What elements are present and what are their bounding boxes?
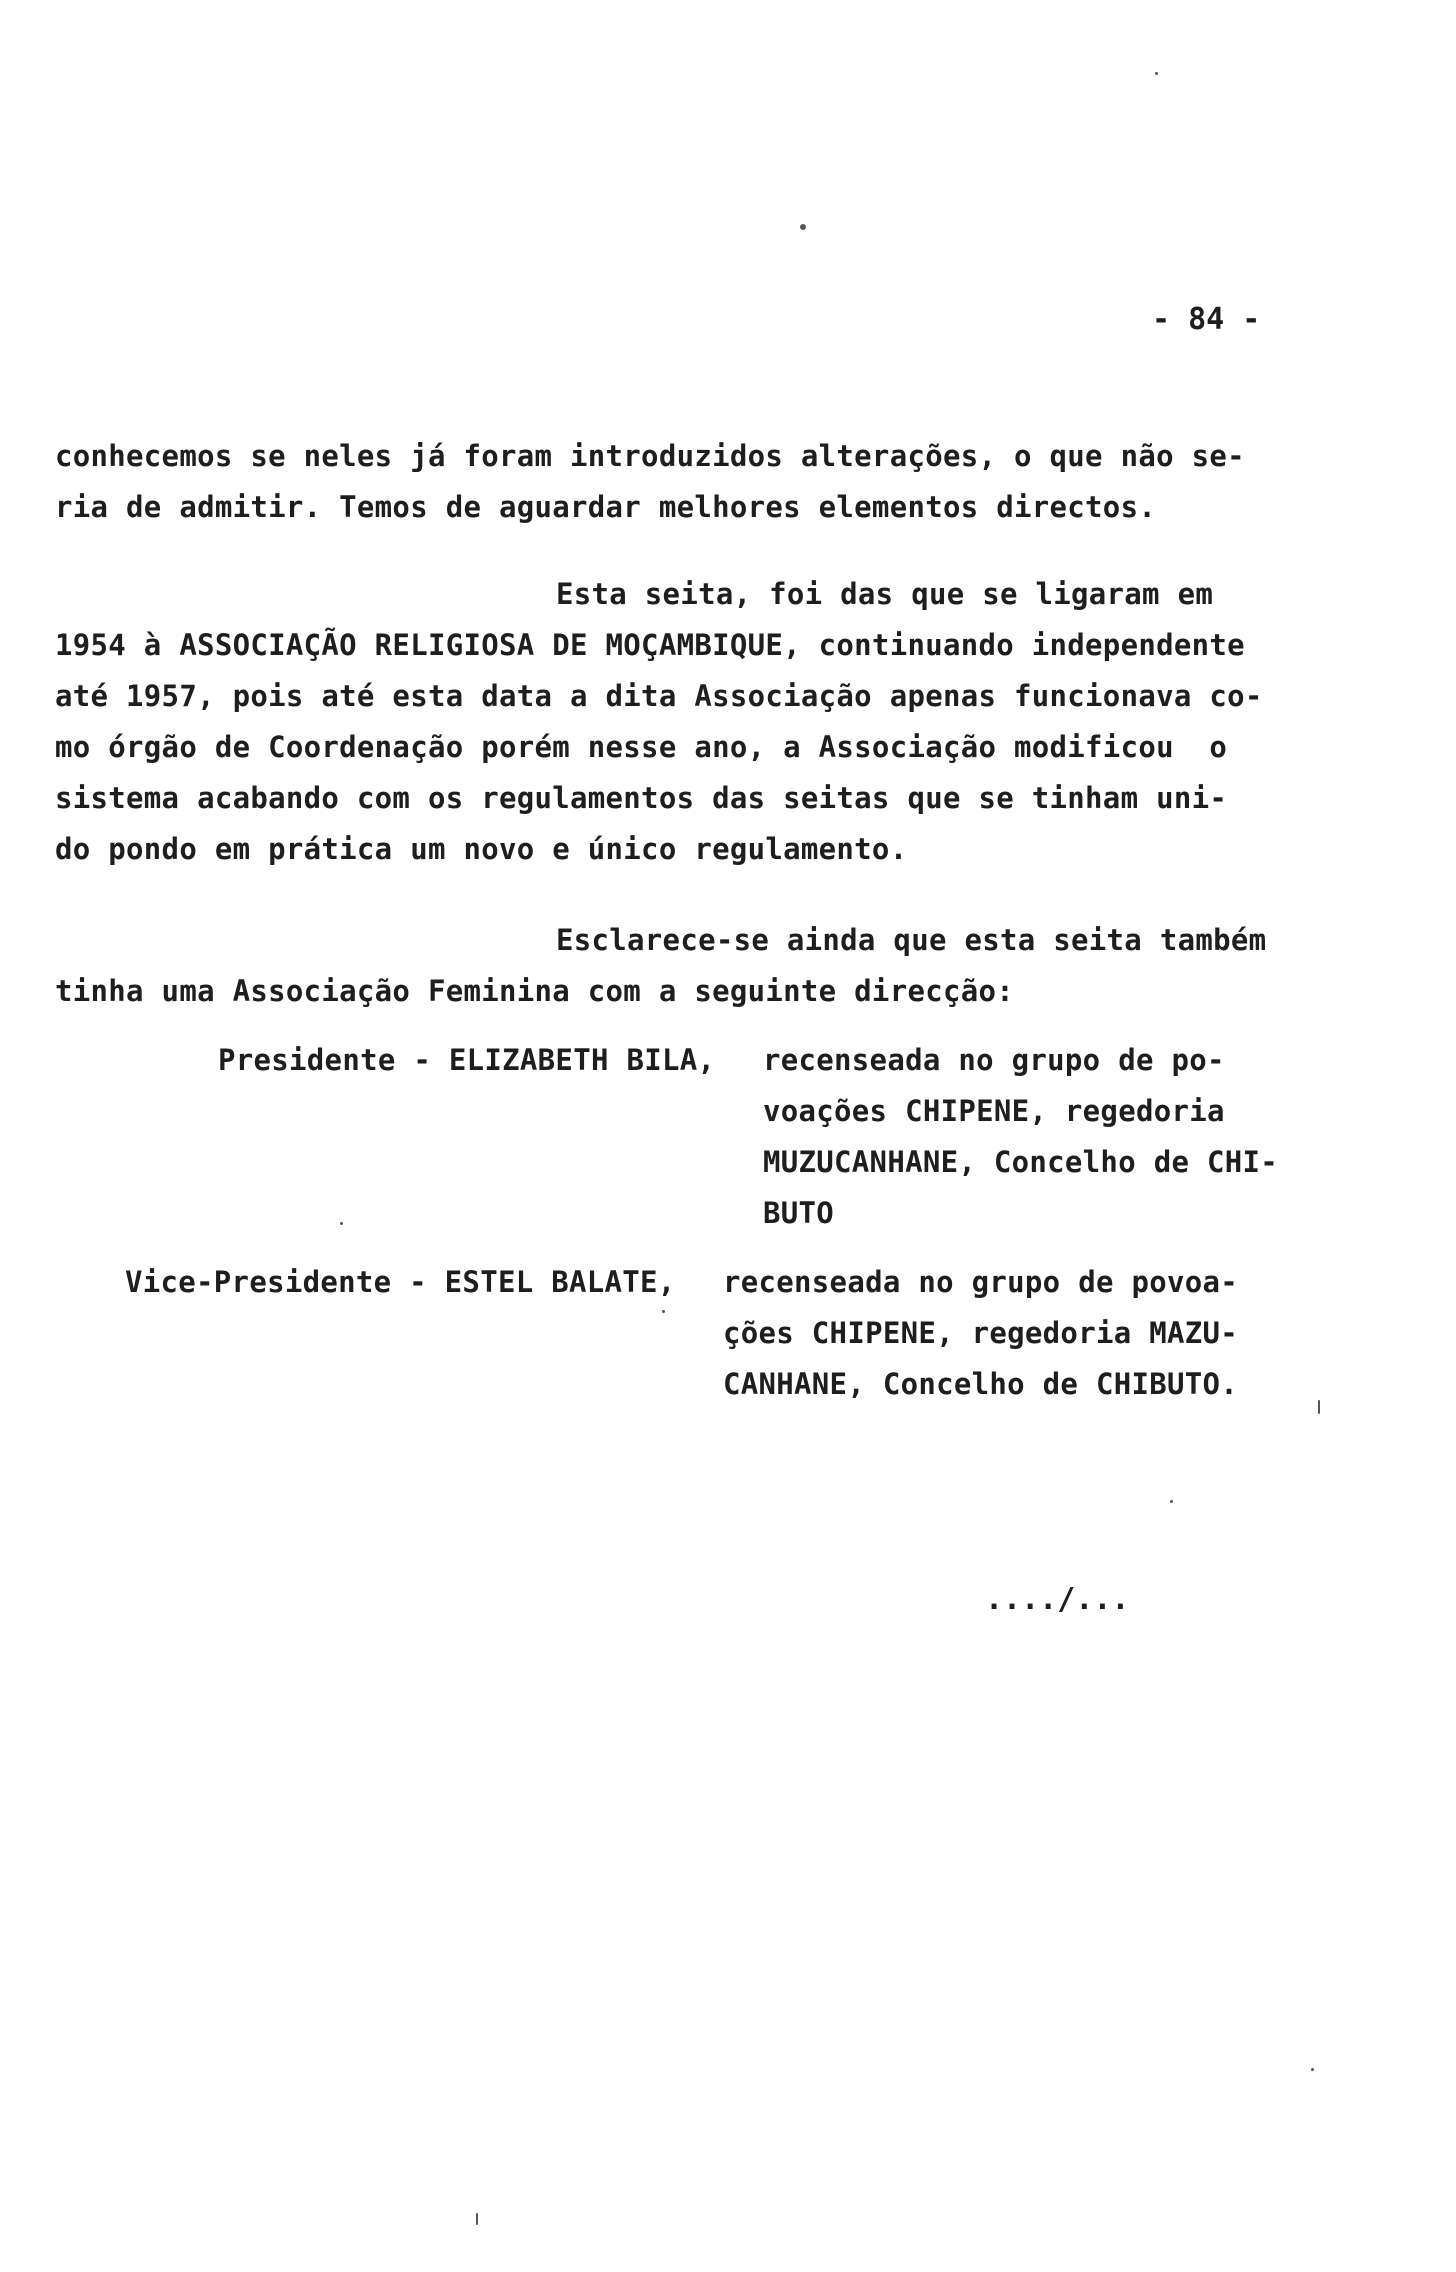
- scan-speck: [662, 1310, 665, 1313]
- page-number: - 84 -: [1152, 302, 1261, 337]
- scan-speck: [1170, 1500, 1173, 1503]
- vice-president-detail: ções CHIPENE, regedoria MAZU-: [723, 1316, 1239, 1350]
- scan-speck: [340, 1222, 343, 1225]
- vice-president-detail: recenseada no grupo de povoa-: [723, 1265, 1239, 1299]
- scan-speck: [1311, 2068, 1314, 2071]
- paragraph-line: conhecemos se neles já foram introduzidos alterações, o que não se-: [55, 439, 1245, 473]
- paragraph-line: Esclarece-se ainda que esta seita também: [556, 923, 1267, 957]
- vice-president-detail: CANHANE, Concelho de CHIBUTO.: [723, 1367, 1239, 1401]
- continuation-marker: ..../...: [985, 1582, 1130, 1617]
- scan-speck: [800, 224, 806, 230]
- scan-speck: [1155, 72, 1158, 75]
- paragraph-line: tinha uma Associação Feminina com a seguinte direcção:: [55, 974, 1015, 1008]
- president-detail: MUZUCANHANE, Concelho de CHI-: [763, 1145, 1279, 1179]
- paragraph-line: Esta seita, foi das que se ligaram em: [556, 577, 1214, 611]
- scan-speck: [1318, 1400, 1320, 1414]
- paragraph-line: 1954 à ASSOCIAÇÃO RELIGIOSA DE MOÇAMBIQUE, continuando independente: [55, 628, 1245, 662]
- paragraph-line: até 1957, pois até esta data a dita Associação apenas funcionava co-: [55, 679, 1263, 713]
- president-detail: recenseada no grupo de po-: [763, 1043, 1225, 1077]
- vice-president-role: Vice-Presidente - ESTEL BALATE,: [125, 1265, 676, 1299]
- paragraph-line: ria de admitir. Temos de aguardar melhores elementos directos.: [55, 490, 1157, 524]
- paragraph-line: mo órgão de Coordenação porém nesse ano, a Associação modificou o: [55, 730, 1228, 764]
- president-role: Presidente - ELIZABETH BILA,: [218, 1043, 716, 1077]
- president-detail: voações CHIPENE, regedoria: [763, 1094, 1225, 1128]
- president-detail: BUTO: [763, 1196, 835, 1230]
- paragraph-line: sistema acabando com os regulamentos das seitas que se tinham uni-: [55, 781, 1228, 815]
- scan-speck: [476, 2213, 478, 2225]
- paragraph-line: do pondo em prática um novo e único regulamento.: [55, 832, 908, 866]
